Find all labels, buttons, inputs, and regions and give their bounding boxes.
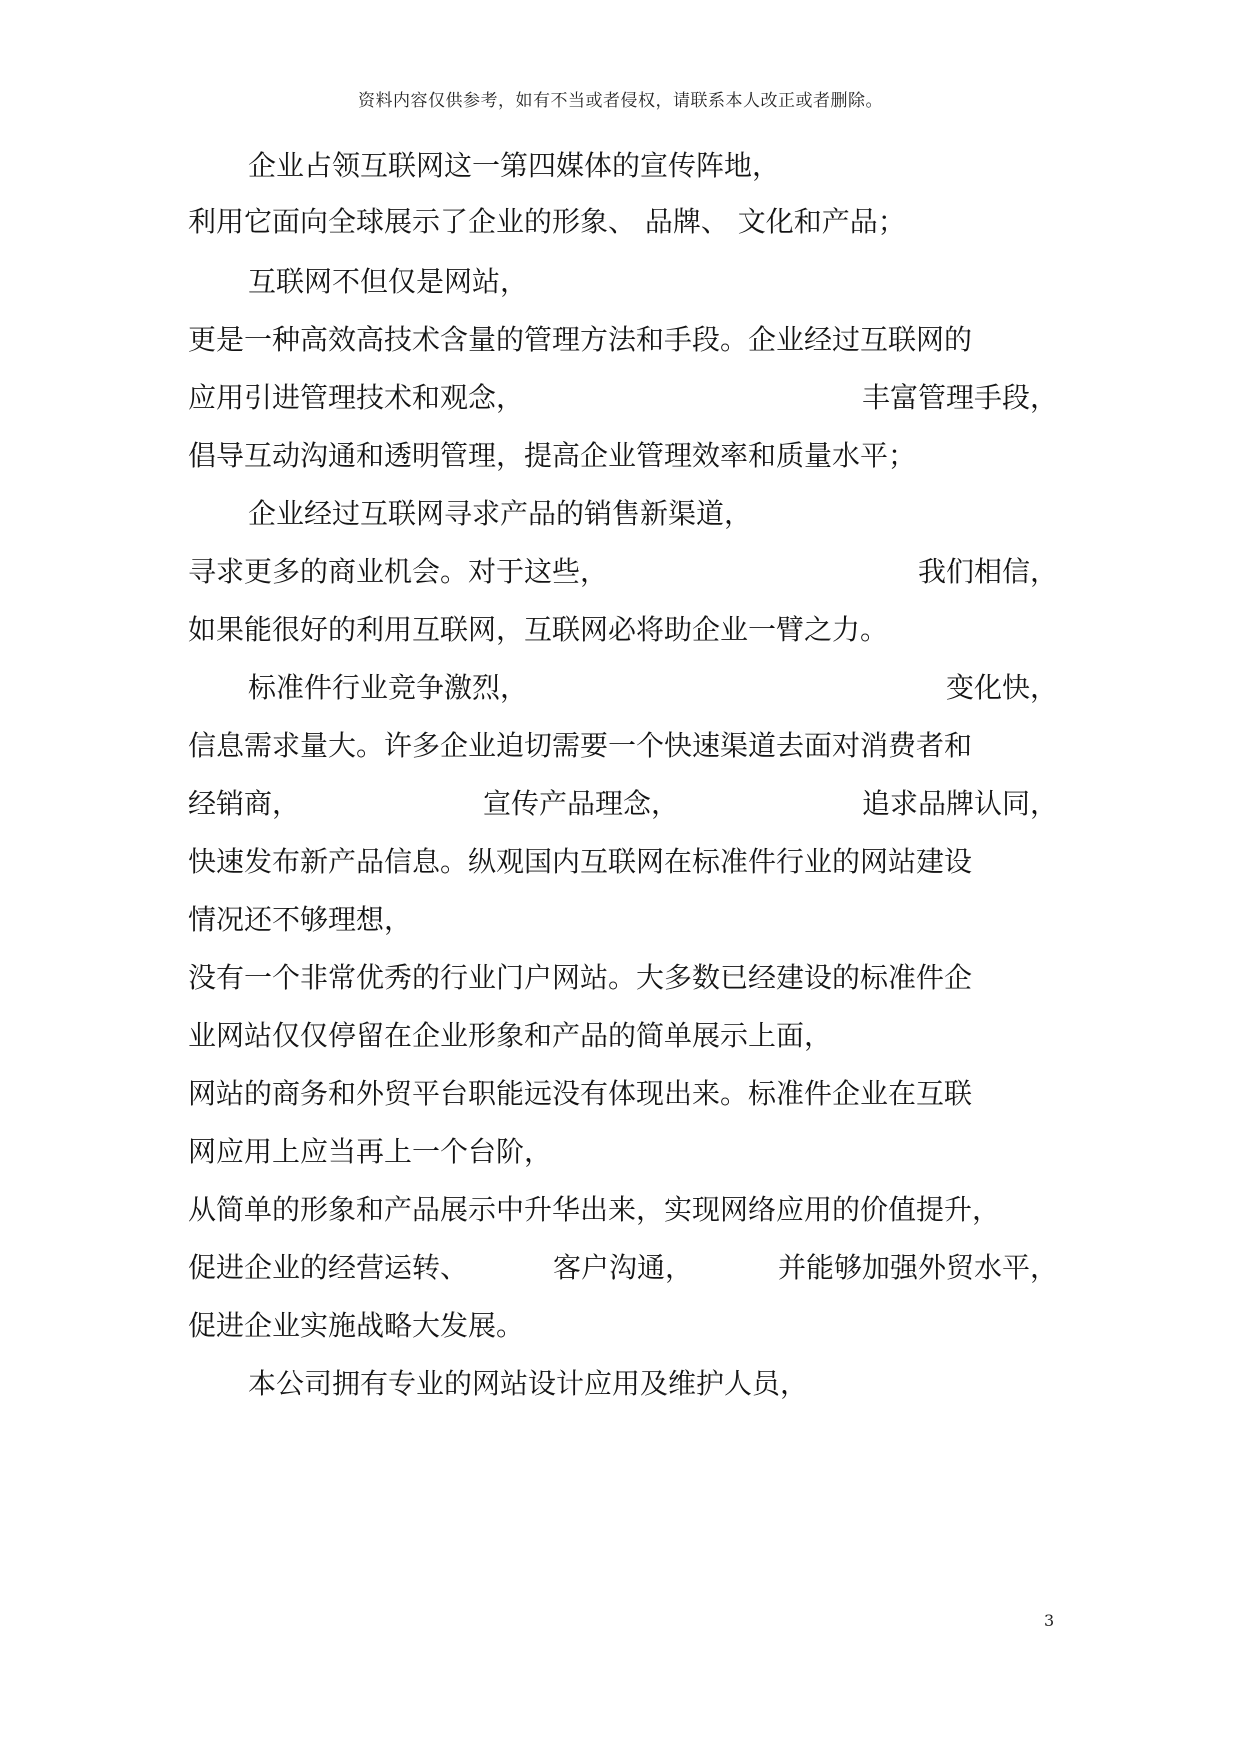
paragraph-line: 没有一个非常优秀的行业门户网站。大多数已经建设的标准件企 — [188, 961, 973, 994]
line-segment: 追求品牌认同， — [861, 787, 1058, 820]
line-segment: 客户沟通， — [552, 1251, 693, 1284]
paragraph-line: 互联网不但仅是网站， — [248, 265, 529, 298]
page-number: 3 — [1044, 1611, 1055, 1630]
paragraph-line: 业网站仅仅停留在企业形象和产品的简单展示上面， — [188, 1019, 833, 1052]
paragraph-line: 如果能很好的利用互联网，互联网必将助企业一臂之力。 — [188, 613, 889, 646]
paragraph-line — [188, 376, 1058, 420]
paragraph-line — [248, 666, 1058, 710]
line-segment: 经销商， — [188, 787, 301, 820]
paragraph-line: 信息需求量大。许多企业迫切需要一个快速渠道去面对消费者和 — [188, 729, 973, 762]
line-segment: 促进企业的经营运转、 — [188, 1251, 469, 1284]
line-segment: 丰富管理手段， — [861, 381, 1058, 414]
line-segment: 并能够加强外贸水平， — [777, 1251, 1058, 1284]
line-segment: 我们相信， — [917, 555, 1058, 588]
paragraph-line — [188, 550, 1058, 594]
page-header-disclaimer: 资料内容仅供参考，如有不当或者侵权，请联系本人改正或者删除。 — [358, 91, 883, 111]
paragraph-line: 快速发布新产品信息。纵观国内互联网在标准件行业的网站建设 — [188, 845, 973, 878]
paragraph-line: 网应用上应当再上一个台阶， — [188, 1135, 553, 1168]
paragraph-line: 倡导互动沟通和透明管理，提高企业管理效率和质量水平； — [188, 439, 917, 472]
paragraph-line: 利用它面向全球展示了企业的形象、 品牌、 文化和产品； — [188, 205, 906, 238]
paragraph-line — [188, 1246, 1058, 1290]
paragraph-line: 企业占领互联网这一第四媒体的宣传阵地， — [248, 149, 781, 182]
line-segment: 应用引进管理技术和观念， — [188, 381, 525, 414]
paragraph-line: 网站的商务和外贸平台职能远没有体现出来。标准件企业在互联 — [188, 1077, 973, 1110]
paragraph-line: 更是一种高效高技术含量的管理方法和手段。企业经过互联网的 — [188, 323, 973, 356]
paragraph-line: 从简单的形象和产品展示中升华出来，实现网络应用的价值提升， — [188, 1193, 1001, 1226]
paragraph-line: 本公司拥有专业的网站设计应用及维护人员， — [248, 1367, 809, 1400]
paragraph-line: 企业经过互联网寻求产品的销售新渠道， — [248, 497, 753, 530]
line-segment: 标准件行业竞争激烈， — [248, 671, 529, 704]
line-segment: 变化快， — [945, 671, 1058, 704]
paragraph-line: 促进企业实施战略大发展。 — [188, 1309, 525, 1342]
paragraph-line: 情况还不够理想， — [188, 903, 413, 936]
line-segment: 宣传产品理念， — [482, 787, 679, 820]
line-segment: 寻求更多的商业机会。对于这些， — [188, 555, 609, 588]
paragraph-line — [188, 782, 1058, 826]
